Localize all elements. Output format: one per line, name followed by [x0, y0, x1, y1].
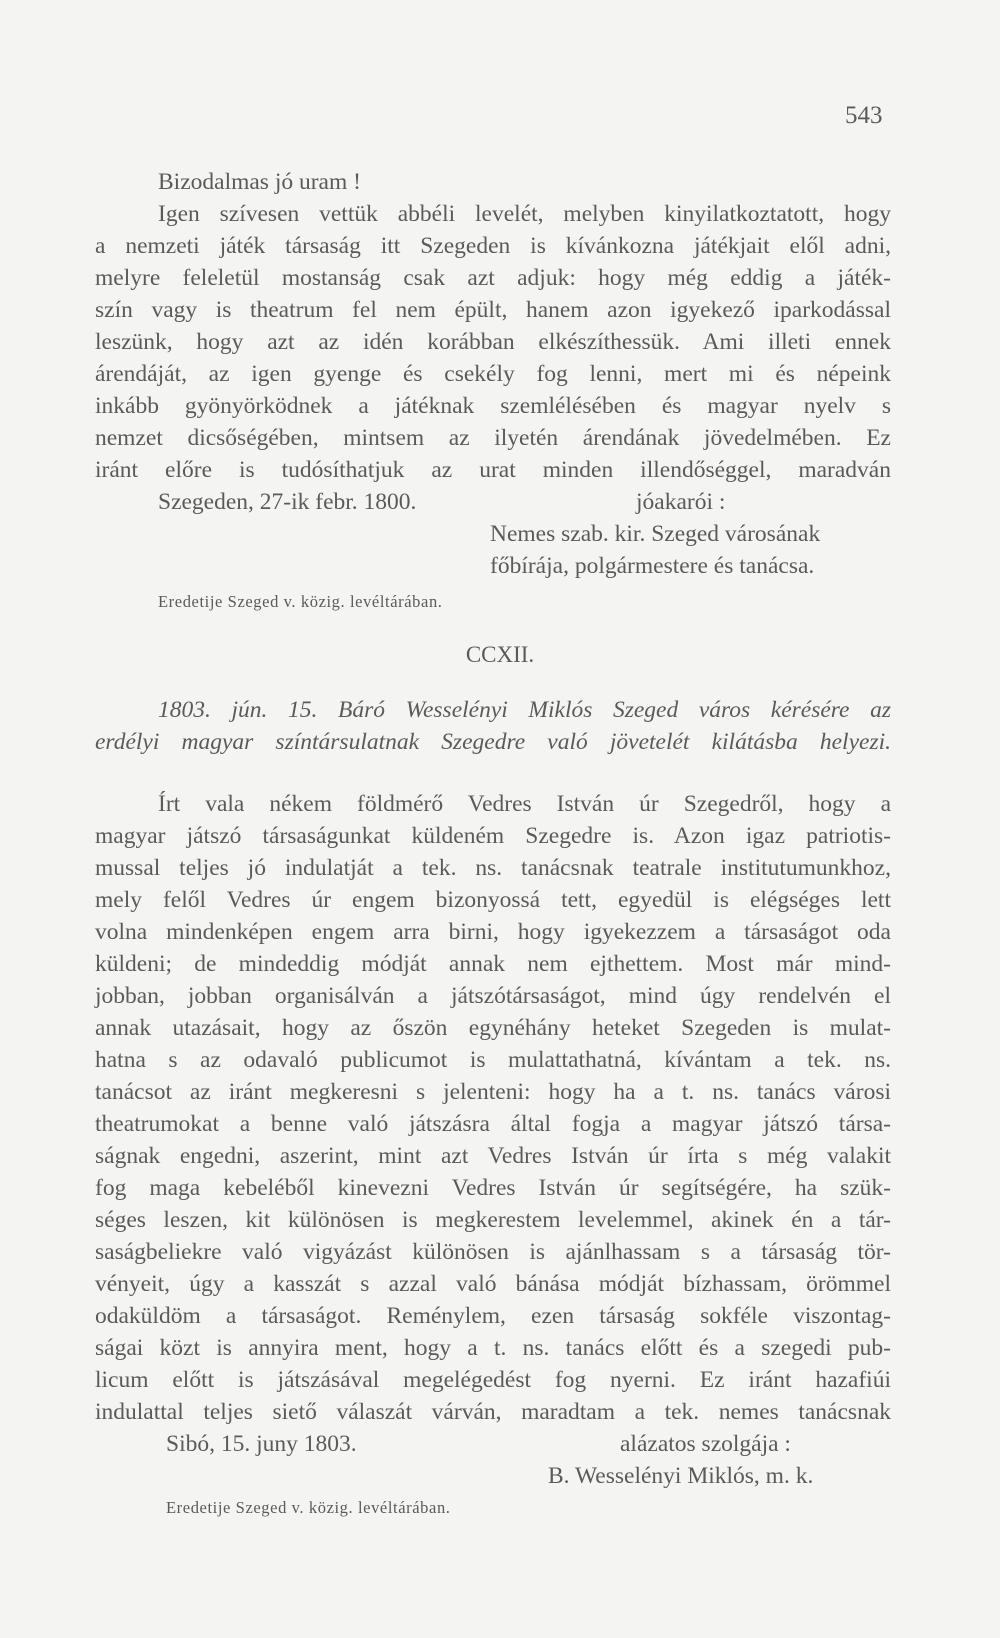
letter2-signature: B. Wesselényi Miklós, m. k.	[548, 1463, 814, 1489]
letter1-line: Igen szívesen vettük abbéli levelét, melyben kinyilatkoztatott, hogy	[158, 201, 891, 227]
letter2-source-note: Eredetije Szeged v. közig. levéltárában.	[166, 1498, 451, 1517]
letter1-line: árendáját, az igen gyenge és csekély fog lenni, mert mi és népeink	[95, 361, 891, 387]
letter1-line: leszünk, hogy azt az idén korábban elkészíthessük. Ami illeti ennek	[95, 329, 891, 355]
letter1-signature-line: főbírája, polgármestere és tanácsa.	[490, 553, 815, 579]
letter2-line: vényeit, úgy a kasszát s azzal való bánása módját bízhassam, örömmel	[95, 1271, 891, 1297]
letter2-line: licum előtt is játszásával megelégedést fog nyerni. Ez iránt hazafiúi	[95, 1367, 891, 1393]
letter2-line: Írt vala nékem földmérő Vedres István úr Szegedről, hogy a	[158, 791, 891, 817]
letter2-line: tanácsot az iránt megkeresni s jelenteni: hogy ha a t. ns. tanács városi	[95, 1079, 891, 1105]
letter1-place-date: Szegeden, 27-ik febr. 1800.	[158, 489, 417, 515]
letter1-line: szín vagy is theatrum fel nem épült, hanem azon igyekező iparkodással	[95, 297, 891, 323]
summary-line: erdélyi magyar színtársulatnak Szegedre való jövetelét kilátásba helyezi.	[95, 729, 891, 755]
letter2-line: küldeni; de mindeddig módját annak nem ejthettem. Most már mind-	[95, 951, 891, 977]
letter1-line: a nemzeti játék társaság itt Szegeden is kívánkozna játékjait elől adni,	[95, 233, 891, 259]
letter2-line: saságbeliekre való vigyázást különösen is ajánlhassam s a társaság tör-	[95, 1239, 891, 1265]
letter1-closing: jóakarói :	[636, 489, 726, 515]
letter1-salutation: Bizodalmas jó uram !	[158, 169, 361, 195]
letter2-line: séges leszen, kit különösen is megkerestem levelemmel, akinek én a tár-	[95, 1207, 891, 1233]
letter2-line: mely felől Vedres úr engem bizonyossá tett, egyedül is elégséges lett	[95, 887, 891, 913]
letter2-line: hatna s az odavaló publicumot is mulattathatná, kívántam a tek. ns.	[95, 1047, 891, 1073]
letter2-line: ságnak engedni, aszerint, mint azt Vedres István úr írta s még valakit	[95, 1143, 891, 1169]
letter2-line: volna mindenképen engem arra birni, hogy igyekezzem a társaságot oda	[95, 919, 891, 945]
letter2-line: theatrumokat a benne való játszásra által fogja a magyar játszó társa-	[95, 1111, 891, 1137]
page-number: 543	[845, 102, 883, 129]
letter2-line: magyar játszó társaságunkat küldeném Szegedre is. Azon igaz patriotis-	[95, 823, 891, 849]
letter2-line: ságai közt is annyira ment, hogy a t. ns. tanács előtt és a szegedi pub-	[95, 1335, 891, 1361]
letter2-line: mussal teljes jó indulatját a tek. ns. tanácsnak teatrale institutumunkhoz,	[95, 855, 891, 881]
letter1-line: nemzet dicsőségében, mintsem az ilyetén árendának jövedelmében. Ez	[95, 425, 891, 451]
letter1-line: inkább gyönyörködnek a játéknak szemlélésében és magyar nyelv s	[95, 393, 891, 419]
letter1-signature-line: Nemes szab. kir. Szeged városának	[490, 521, 821, 547]
letter1-line: iránt előre is tudósíthatjuk az urat minden illendőséggel, maradván	[95, 457, 891, 483]
letter2-place-date: Sibó, 15. juny 1803.	[166, 1431, 357, 1457]
letter2-line: annak utazásait, hogy az őszön egynéhány heteket Szegeden is mulat-	[95, 1015, 891, 1041]
letter1-source-note: Eredetije Szeged v. közig. levéltárában.	[158, 592, 443, 611]
summary-line: 1803. jún. 15. Báró Wesselényi Miklós Szeged város kérésére az	[158, 697, 891, 723]
letter2-closing: alázatos szolgája :	[620, 1431, 791, 1457]
letter2-line: odaküldöm a társaságot. Reménylem, ezen társaság sokféle viszontag-	[95, 1303, 891, 1329]
section-number: CCXII.	[465, 642, 535, 667]
letter2-line: jobban, jobban organisálván a játszótársaságot, mind úgy rendelvén el	[95, 983, 891, 1009]
letter2-line: indulattal teljes siető válaszát várván, maradtam a tek. nemes tanácsnak	[95, 1399, 891, 1425]
letter1-line: melyre feleletül mostanság csak azt adjuk: hogy még eddig a játék-	[95, 265, 891, 291]
letter2-line: fog maga kebeléből kinevezni Vedres István úr segítségére, ha szük-	[95, 1175, 891, 1201]
